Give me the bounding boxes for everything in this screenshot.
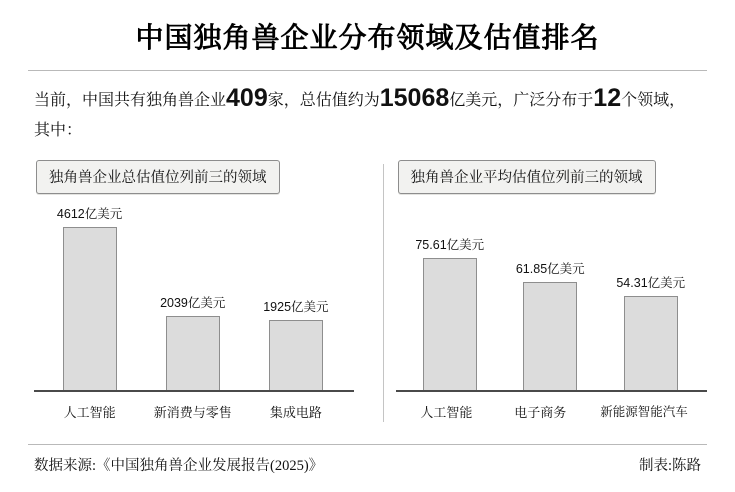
category-label: 人工智能 bbox=[63, 405, 116, 420]
category-label: 新能源智能汽车 bbox=[600, 405, 688, 419]
bar-group bbox=[508, 204, 592, 392]
bar-chart-average bbox=[390, 204, 708, 430]
lead-number-companies: 409 bbox=[226, 84, 268, 112]
bar-value-label: 1925亿美元 bbox=[263, 300, 329, 314]
chart-credit: 制表:陈路 bbox=[638, 458, 701, 474]
category-label: 新消费与零售 bbox=[153, 405, 232, 420]
bar-group bbox=[408, 204, 492, 392]
panel-heading-average: 独角兽企业平均估值位列前三的领域 bbox=[398, 160, 656, 194]
title-divider bbox=[28, 70, 707, 71]
x-axis-line bbox=[396, 390, 708, 392]
lead-segment-4: 个领域，其中： bbox=[34, 92, 686, 139]
lead-number-valuation: 15068 bbox=[379, 84, 450, 112]
page-title: 中国独角兽企业分布领域及估值排名 bbox=[135, 23, 600, 54]
lead-segment-3: 亿美元，广泛分布于 bbox=[449, 92, 594, 109]
lead-number-sectors: 12 bbox=[593, 84, 622, 112]
bar-chart-total bbox=[28, 204, 354, 430]
bar bbox=[423, 258, 477, 392]
panel-heading-total: 独角兽企业总估值位列前三的领域 bbox=[36, 160, 280, 194]
bar-group bbox=[254, 204, 338, 392]
bar bbox=[624, 296, 678, 392]
bar bbox=[63, 227, 117, 392]
footer bbox=[34, 454, 701, 475]
x-axis-labels-total bbox=[38, 394, 348, 424]
lead-paragraph bbox=[34, 83, 701, 146]
charts-container bbox=[28, 160, 707, 438]
data-source: 数据来源:《中国独角兽企业发展报告(2025)》 bbox=[34, 458, 324, 474]
bar-group bbox=[48, 204, 132, 392]
panel-total-valuation bbox=[28, 160, 368, 438]
bars-average bbox=[400, 204, 702, 392]
category-label: 电子商务 bbox=[514, 405, 567, 420]
panel-average-valuation bbox=[368, 160, 708, 438]
bar bbox=[523, 282, 577, 392]
x-axis-line bbox=[34, 390, 354, 392]
category-label: 人工智能 bbox=[420, 405, 473, 420]
bar-group bbox=[151, 204, 235, 392]
bar bbox=[269, 320, 323, 392]
category-label: 集成电路 bbox=[269, 405, 322, 420]
bar-value-label: 75.61亿美元 bbox=[415, 238, 485, 252]
bar-value-label: 2039亿美元 bbox=[160, 296, 226, 310]
bars-total bbox=[38, 204, 348, 392]
bar bbox=[166, 316, 220, 392]
lead-segment-2: 家，总估值约为 bbox=[267, 92, 380, 109]
bar-value-label: 4612亿美元 bbox=[56, 207, 123, 221]
x-axis-labels-average bbox=[400, 394, 702, 424]
bar-value-label: 61.85亿美元 bbox=[515, 262, 585, 276]
lead-segment-1: 当前，中国共有独角兽企业 bbox=[34, 92, 227, 109]
bar-value-label: 54.31亿美元 bbox=[616, 276, 686, 290]
bar-group bbox=[609, 204, 693, 392]
footer-divider bbox=[28, 444, 707, 445]
